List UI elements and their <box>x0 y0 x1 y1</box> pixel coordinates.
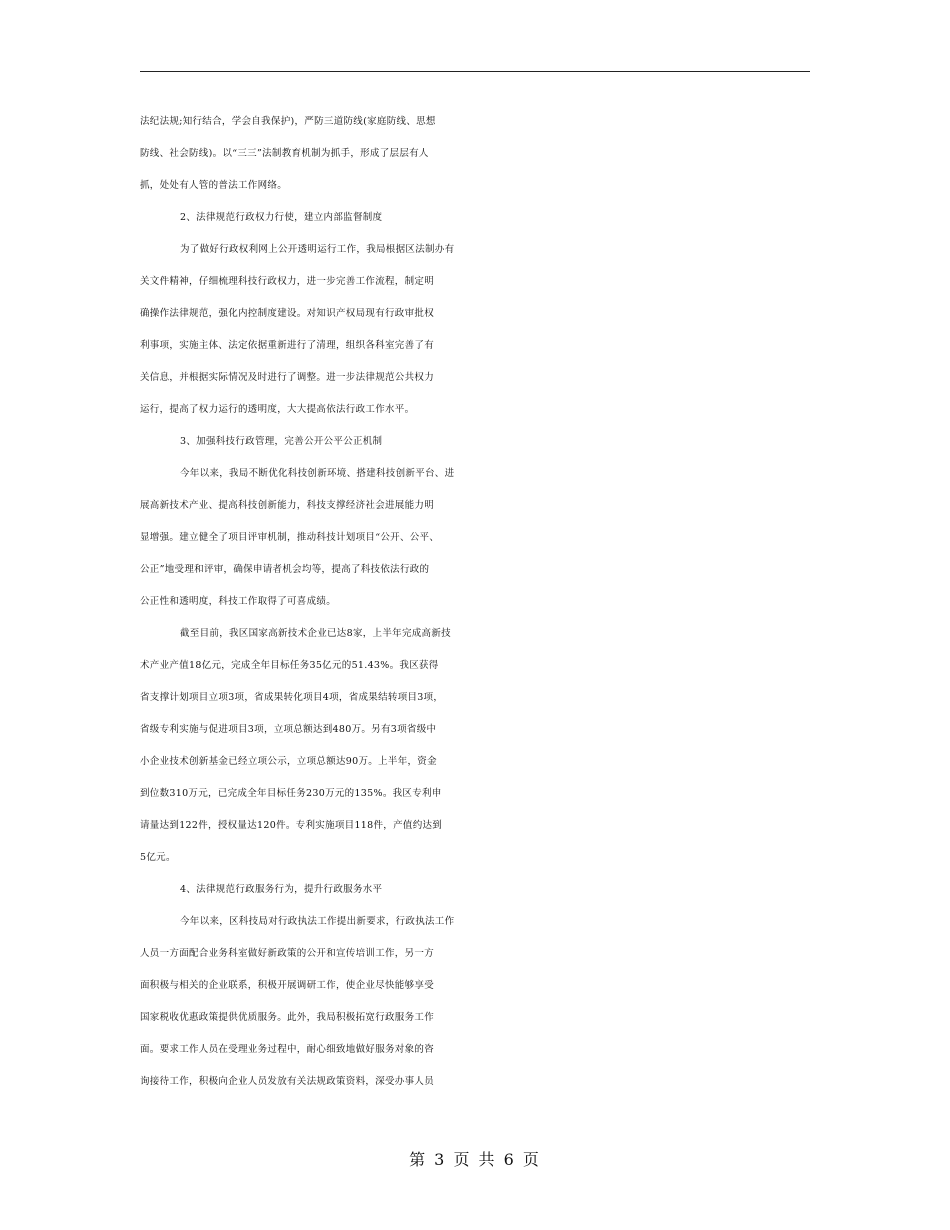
text-line: 展高新技术产业、提高科技创新能力，科技支撑经济社会进展能力明 <box>140 500 435 511</box>
header-rule <box>140 71 810 72</box>
text-line: 省级专利实施与促进项目3项，立项总额达到480万。另有3项省级中 <box>140 724 437 735</box>
text-line: 显增强。建立健全了项目评审机制，推动科技计划项目“公开、公平、 <box>140 532 440 543</box>
body-text <box>140 106 820 1098</box>
text-line: 为了做好行政权利网上公开透明运行工作，我局根据区法制办有 <box>180 244 455 255</box>
text-line: 公正”地受理和评审，确保申请者机会均等，提高了科技依法行政的 <box>140 564 430 575</box>
text-line: 确操作法律规范，强化内控制度建设。对知识产权局现有行政审批权 <box>140 308 435 319</box>
text-line: 法纪法规;知行结合，学会自我保护)，严防三道防线(家庭防线、思想 <box>140 116 436 127</box>
text-line: 关文件精神，仔细梳理科技行政权力，进一步完善工作流程，制定明 <box>140 276 435 287</box>
text-line: 公正性和透明度，科技工作取得了可喜成绩。 <box>140 596 337 607</box>
text-line: 运行，提高了权力运行的透明度，大大提高依法行政工作水平。 <box>140 404 415 415</box>
page-footer: 第 3 页 共 6 页 <box>409 1150 541 1169</box>
text-line: 小企业技术创新基金已经立项公示，立项总额达90万。上半年，资金 <box>140 756 437 767</box>
text-line: 抓，处处有人管的普法工作网络。 <box>140 180 288 191</box>
text-line: 3、加强科技行政管理，完善公开公平公正机制 <box>180 436 383 447</box>
text-line: 防线、社会防线)。以“三三”法制教育机制为抓手，形成了层层有人 <box>140 148 429 159</box>
text-line: 面。要求工作人员在受理业务过程中，耐心细致地做好服务对象的咨 <box>140 1044 435 1055</box>
text-line: 到位数310万元，已完成全年目标任务230万元的135%。我区专利申 <box>140 788 442 799</box>
text-line: 4、法律规范行政服务行为，提升行政服务水平 <box>180 884 383 895</box>
text-line: 今年以来，区科技局对行政执法工作提出新要求，行政执法工作 <box>180 916 455 927</box>
text-line: 今年以来，我局不断优化科技创新环境、搭建科技创新平台、进 <box>180 468 455 479</box>
text-line: 请量达到122件，授权量达120件。专利实施项目118件，产值约达到 <box>140 820 443 831</box>
text-line: 截至目前，我区国家高新技术企业已达8家，上半年完成高新技 <box>180 628 451 639</box>
text-line: 术产业产值18亿元，完成全年目标任务35亿元的51.43%。我区获得 <box>140 660 439 671</box>
text-line: 面积极与相关的企业联系，积极开展调研工作，使企业尽快能够享受 <box>140 980 435 991</box>
text-line: 省支撑计划项目立项3项，省成果转化项目4项，省成果结转项目3项， <box>140 692 444 703</box>
text-line: 2、法律规范行政权力行使，建立内部监督制度 <box>180 212 383 223</box>
text-line: 询接待工作，积极向企业人员发放有关法规政策资料，深受办事人员 <box>140 1076 435 1087</box>
text-line: 5亿元。 <box>140 852 176 863</box>
text-line: 人员一方面配合业务科室做好新政策的公开和宣传培训工作，另一方 <box>140 948 435 959</box>
text-line: 利事项，实施主体、法定依据重新进行了清理，组织各科室完善了有 <box>140 340 435 351</box>
text-line: 关信息，并根据实际情况及时进行了调整。进一步法律规范公共权力 <box>140 372 435 383</box>
text-line: 国家税收优惠政策提供优质服务。此外，我局积极拓宽行政服务工作 <box>140 1012 435 1023</box>
